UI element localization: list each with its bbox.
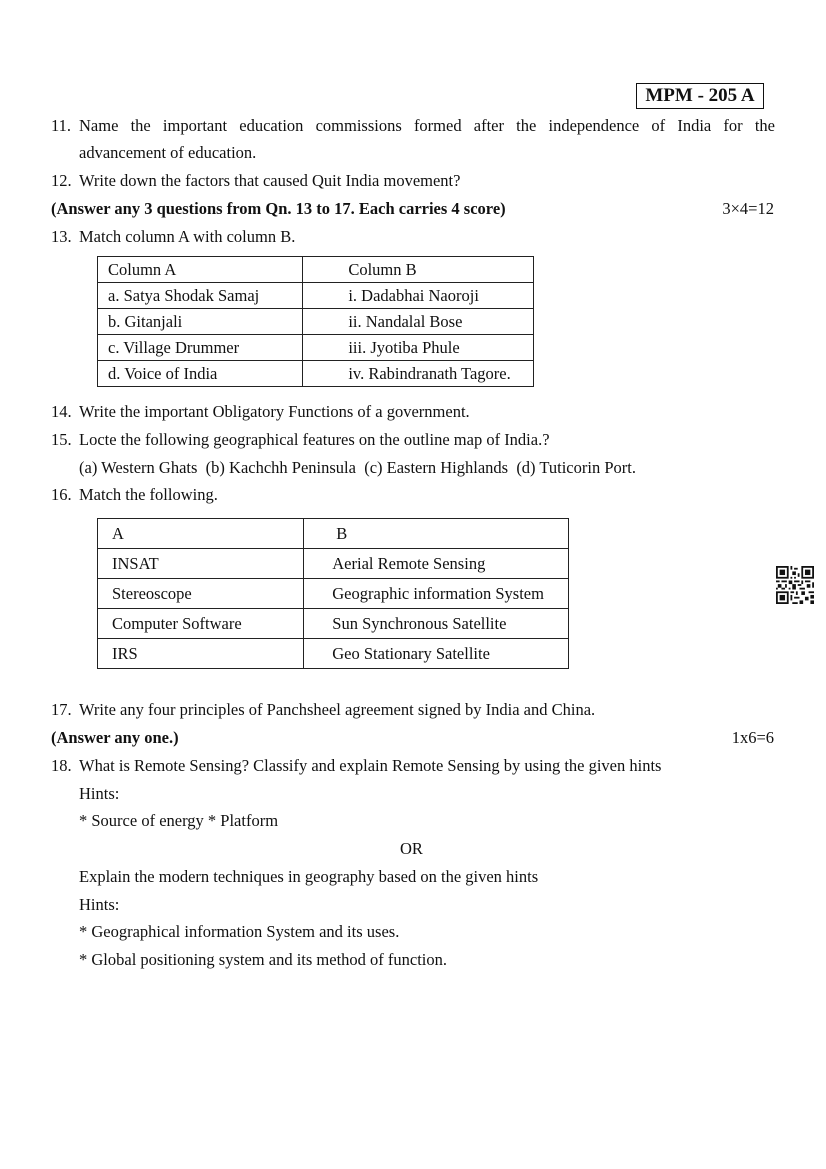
table-row <box>98 309 534 335</box>
q18-number: 18. <box>51 756 72 775</box>
q18-text: What is Remote Sensing? Classify and explain Remote Sensing by using the given hints <box>79 756 662 775</box>
section1-score: 3×4=12 <box>722 199 774 218</box>
table-cell: Geographic information System <box>304 579 569 609</box>
q18-alt-hint2: * Global positioning system and its method of function. <box>79 950 448 969</box>
q15-text: Locte the following geographical features on the outline map of India.? <box>79 430 550 449</box>
section2-score: 1x6=6 <box>731 728 774 747</box>
paper-code: MPM - 205 A <box>636 83 764 109</box>
table-header-row <box>98 257 534 283</box>
table-header-cell: Column A <box>98 257 303 283</box>
table-header-row <box>98 519 569 549</box>
table-cell: iv. Rabindranath Tagore. <box>303 361 534 387</box>
q15-number: 15. <box>51 430 72 449</box>
q18-alt-text: Explain the modern techniques in geography based on the given hints <box>79 867 539 886</box>
table-row <box>98 335 534 361</box>
q18-hints-label: Hints: <box>79 784 120 803</box>
table-cell: Sun Synchronous Satellite <box>304 609 569 639</box>
q16-number: 16. <box>51 485 72 504</box>
table-header-cell: Column B <box>303 257 534 283</box>
table-cell: Geo Stationary Satellite <box>304 639 569 669</box>
section1-instruction: (Answer any 3 questions from Qn. 13 to 17. Each carries 4 score) <box>51 199 506 218</box>
q11-text-line2: advancement of education. <box>79 143 257 162</box>
q12-number: 12. <box>51 171 72 190</box>
table-header-cell: B <box>304 519 569 549</box>
section2-instruction: (Answer any one.) <box>51 728 179 747</box>
table-cell: a. Satya Shodak Samaj <box>98 283 303 309</box>
q13-text: Match column A with column B. <box>79 227 296 246</box>
table-cell: iii. Jyotiba Phule <box>303 335 534 361</box>
q13-number: 13. <box>51 227 72 246</box>
q18-alt-hints-label: Hints: <box>79 895 120 914</box>
table-cell: Computer Software <box>98 609 304 639</box>
table-cell: IRS <box>98 639 304 669</box>
q14-number: 14. <box>51 402 72 421</box>
q17-number: 17. <box>51 700 72 719</box>
table-row <box>98 361 534 387</box>
q18-or-divider: OR <box>400 839 423 858</box>
table-cell: d. Voice of India <box>98 361 303 387</box>
q16-text: Match the following. <box>79 485 218 504</box>
q16-match-table <box>97 518 569 669</box>
table-cell: ii. Nandalal Bose <box>303 309 534 335</box>
table-header-cell: A <box>98 519 304 549</box>
table-row <box>98 549 569 579</box>
table-row <box>98 283 534 309</box>
q15-options: (a) Western Ghats (b) Kachchh Peninsula (c) Eastern Highlands (d) Tuticorin Port. <box>79 458 636 477</box>
table-cell: b. Gitanjali <box>98 309 303 335</box>
table-row <box>98 639 569 669</box>
q18-hint1: * Source of energy * Platform <box>79 811 279 830</box>
q14-text: Write the important Obligatory Functions of a government. <box>79 402 470 421</box>
q18-alt-hint1: * Geographical information System and its uses. <box>79 922 400 941</box>
q17-text: Write any four principles of Panchsheel agreement signed by India and China. <box>79 700 596 719</box>
q13-match-table <box>97 256 534 387</box>
qr-code-icon <box>776 566 814 604</box>
q12-text: Write down the factors that caused Quit India movement? <box>79 171 461 190</box>
table-cell: c. Village Drummer <box>98 335 303 361</box>
q11-text-line1: Name the important education commissions formed after the independence of India for the <box>79 116 775 135</box>
table-cell: INSAT <box>98 549 304 579</box>
table-row <box>98 579 569 609</box>
table-cell: Stereoscope <box>98 579 304 609</box>
q11-number: 11. <box>51 116 72 135</box>
table-row <box>98 609 569 639</box>
table-cell: Aerial Remote Sensing <box>304 549 569 579</box>
table-cell: i. Dadabhai Naoroji <box>303 283 534 309</box>
